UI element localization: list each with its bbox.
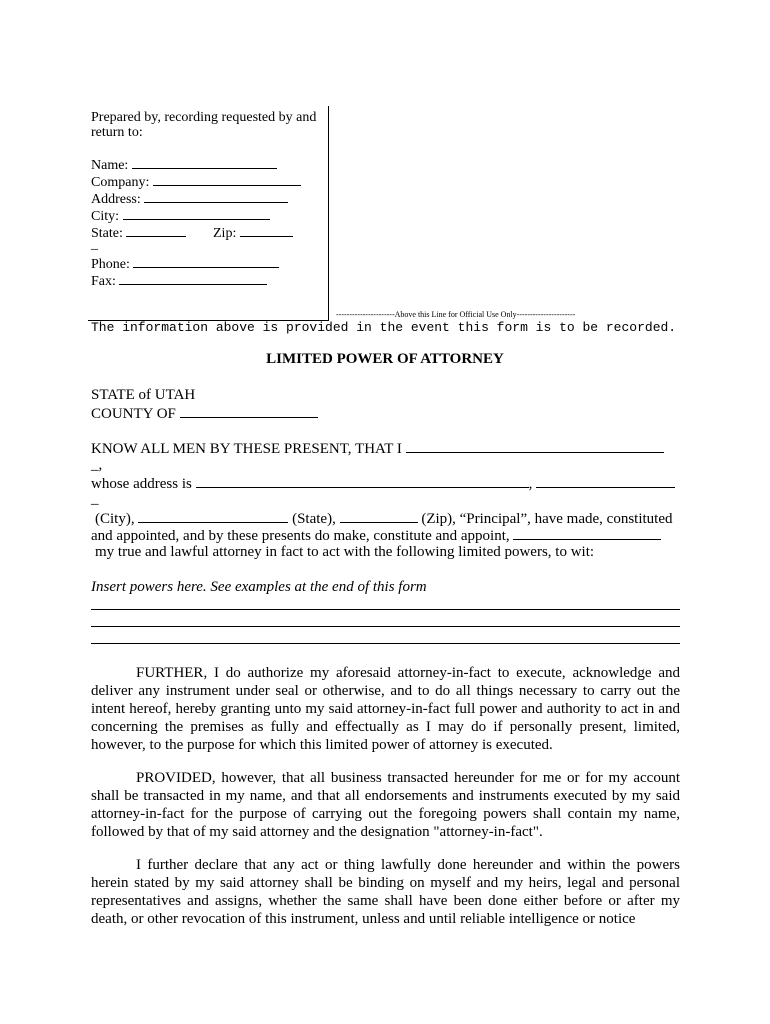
county-label: COUNTY OF — [91, 406, 176, 422]
city-word: (City), — [95, 511, 135, 527]
city-blank[interactable] — [123, 206, 270, 220]
county-blank[interactable] — [180, 403, 318, 418]
paragraph-further: FURTHER, I do authorize my aforesaid attorney-in-fact to execute, acknowledge and deliver any instrument under seal or otherwise, and to do all things necessary to carry out the intent hereof, hereby granting unto my said attorney-in-fact full power and authority to act in and concerning the premises as fully and effectually as I may do if personally present, limited, however, to the purpose for which this limited power of attorney is executed. — [91, 665, 680, 753]
principal-state-blank[interactable] — [340, 508, 418, 523]
official-use-line: ----------------------Above this Line for Official Use Only---------------------- — [336, 310, 576, 319]
phone-label: Phone: — [91, 257, 130, 272]
trailing-underscore: _ — [91, 491, 99, 507]
address-street-blank[interactable] — [196, 473, 529, 488]
phone-blank[interactable] — [133, 254, 279, 268]
company-blank[interactable] — [153, 172, 301, 186]
zip-label: Zip: — [213, 226, 237, 241]
zip-blank[interactable] — [240, 223, 293, 237]
stray-underscore: _ — [91, 237, 98, 252]
powers-line-1[interactable] — [91, 609, 680, 610]
appointed-text: and appointed, and by these presents do make, constitute and appoint, — [91, 528, 510, 544]
address-extra-blank[interactable] — [536, 473, 675, 488]
fax-blank[interactable] — [119, 271, 267, 285]
state-line: STATE of UTAH — [91, 387, 196, 403]
paragraph-provided: PROVIDED, however, that all business transacted hereunder for me or for my account shall be transacted in my name, and that all endorsements and instruments executed by my said attorney-in-fact for the purpose of carrying out the foregoing powers shall contain my name, followed by that of my said attorney and the designation "attorney-in-fact". — [91, 770, 680, 840]
name-blank[interactable] — [132, 155, 277, 169]
know-all-men-line — [91, 438, 664, 458]
powers-line-3[interactable] — [91, 643, 680, 644]
info-notice: The information above is provided in the event this form is to be recorded. — [91, 320, 677, 335]
county-field[interactable] — [91, 403, 318, 423]
principal-name-blank[interactable] — [406, 438, 664, 453]
attorney-line: my true and lawful attorney in fact to act with the following limited powers, to wit: — [95, 544, 595, 560]
address-blank[interactable] — [144, 189, 288, 203]
whose-address-line — [91, 473, 675, 493]
name-label: Name: — [91, 158, 129, 173]
insert-powers-text: Insert powers here. See examples at the end of this form — [91, 579, 427, 595]
appointed-line — [91, 525, 661, 545]
fax-field[interactable] — [91, 271, 267, 290]
know-all-men-text: KNOW ALL MEN BY THESE PRESENT, THAT I — [91, 441, 402, 457]
prepared-by-line2: return to: — [91, 125, 143, 140]
address-comma: , — [528, 476, 533, 492]
zip-field[interactable] — [213, 223, 293, 242]
whose-address-label: whose address is — [91, 476, 192, 492]
trailing-comma: _, — [91, 457, 103, 473]
state-word: (State), — [292, 511, 336, 527]
principal-city-blank[interactable] — [138, 508, 288, 523]
state-label: State: — [91, 226, 123, 241]
zip-principal-text: (Zip), “Principal”, have made, constituted — [421, 511, 673, 527]
address-label: Address: — [91, 192, 141, 207]
attorney-name-blank[interactable] — [513, 525, 661, 540]
recording-box-right-border — [328, 106, 329, 321]
company-label: Company: — [91, 175, 150, 190]
city-label: City: — [91, 209, 120, 224]
document-title: LIMITED POWER OF ATTORNEY — [266, 351, 504, 367]
state-field[interactable] — [91, 223, 186, 242]
prepared-by-line1: Prepared by, recording requested by and — [91, 110, 317, 125]
state-blank[interactable] — [126, 223, 186, 237]
powers-line-2[interactable] — [91, 626, 680, 627]
fax-label: Fax: — [91, 274, 116, 289]
paragraph-declare: I further declare that any act or thing lawfully done hereunder and within the powers herein stated by my said attorney shall be binding on myself and my heirs, legal and personal representatives and assigns, whether the same shall have been done either before or after my death, or other revocation of this instrument, unless and until reliable intelligence or notice — [91, 857, 680, 927]
